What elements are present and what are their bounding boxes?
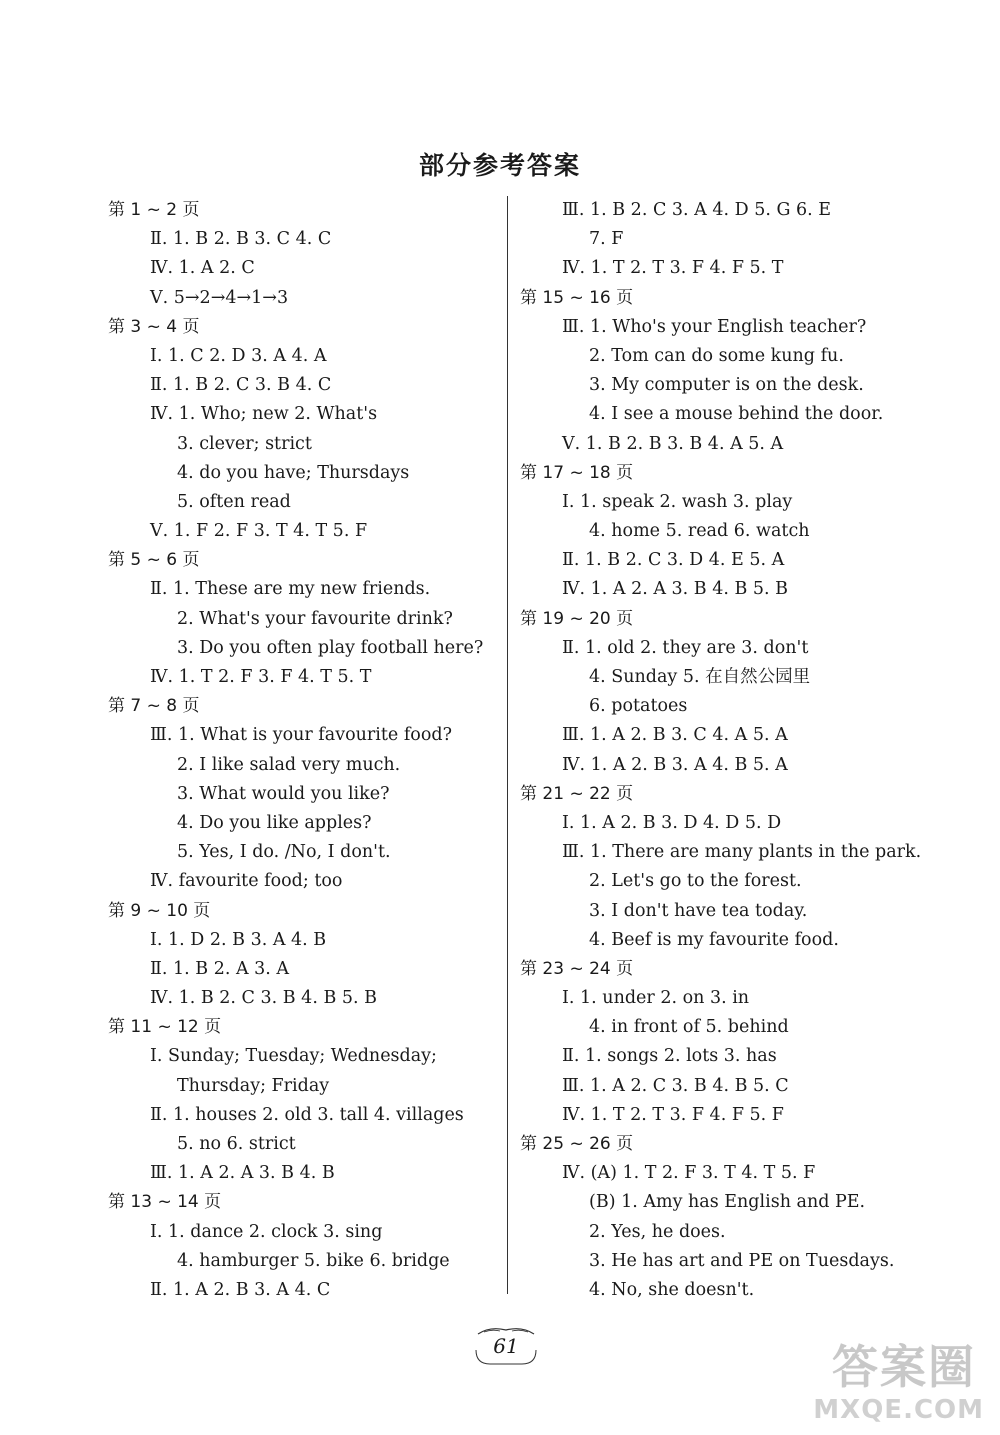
section-heading: 第 21 ~ 22 页	[520, 783, 634, 804]
answer-line: Ⅱ. 1. houses 2. old 3. tall 4. villages	[150, 1104, 464, 1125]
answer-line: 3. I don't have tea today.	[589, 900, 808, 921]
answer-line: 3. My computer is on the desk.	[589, 375, 864, 396]
answer-line: Ⅳ. 1. A 2. B 3. A 4. B 5. A	[562, 754, 788, 775]
answer-line: 2. Yes, he does.	[589, 1221, 726, 1242]
section-heading: 第 19 ~ 20 页	[520, 608, 634, 629]
answer-line: Ⅱ. 1. These are my new friends.	[150, 579, 431, 600]
answer-line: 3. He has art and PE on Tuesdays.	[589, 1250, 895, 1271]
section-heading: 第 23 ~ 24 页	[520, 958, 634, 979]
answer-line: Ⅴ. 1. F 2. F 3. T 4. T 5. F	[150, 521, 368, 542]
answer-line: Ⅱ. 1. old 2. they are 3. don't	[562, 637, 809, 658]
answer-line: 5. no 6. strict	[177, 1134, 296, 1154]
watermark-url: MXQE.COM	[813, 1395, 984, 1425]
answer-line: Ⅴ. 5→2→4→1→3	[150, 287, 289, 308]
answer-line: Ⅰ. 1. speak 2. wash 3. play	[562, 491, 793, 512]
answer-line: 4. Sunday 5. 在自然公园里	[589, 667, 811, 687]
watermark	[810, 1339, 990, 1429]
answer-line: Ⅰ. 1. C 2. D 3. A 4. A	[150, 345, 327, 366]
answer-line: Ⅲ. 1. What is your favourite food?	[150, 725, 452, 746]
answer-line: Ⅱ. 1. B 2. C 3. D 4. E 5. A	[562, 550, 785, 571]
answer-line: Ⅱ. 1. songs 2. lots 3. has	[562, 1046, 777, 1067]
answer-line: 3. What would you like?	[177, 783, 390, 804]
page-number: 61	[493, 1334, 519, 1358]
section-heading: 第 3 ~ 4 页	[108, 316, 200, 337]
answer-line: (B) 1. Amy has English and PE.	[589, 1192, 866, 1213]
page-number-ornament	[470, 1320, 542, 1366]
left-column	[108, 196, 508, 1305]
section-heading: 第 5 ~ 6 页	[108, 550, 200, 571]
answer-line: Ⅱ. 1. B 2. B 3. C 4. C	[150, 229, 332, 250]
answer-line: Ⅳ. favourite food; too	[150, 871, 343, 892]
answer-line: 5. often read	[177, 491, 291, 512]
answer-line: 3. Do you often play football here?	[177, 637, 484, 658]
answer-line: 4. home 5. read 6. watch	[589, 521, 810, 542]
answer-line: 3. clever; strict	[177, 433, 312, 454]
answer-line: Ⅲ. 1. Who's your English teacher?	[562, 316, 867, 337]
answer-line: 4. No, she doesn't.	[589, 1279, 755, 1300]
answer-line: 4. hamburger 5. bike 6. bridge	[177, 1250, 450, 1271]
watermark-logo: 答案圈	[832, 1340, 976, 1394]
answer-line: Ⅳ. 1. Who; new 2. What's	[150, 404, 378, 425]
section-heading: 第 11 ~ 12 页	[108, 1017, 222, 1038]
answer-line: Ⅳ. 1. B 2. C 3. B 4. B 5. B	[150, 988, 377, 1009]
answer-line: Ⅳ. 1. T 2. T 3. F 4. F 5. T	[562, 258, 784, 279]
answer-line: Ⅴ. 1. B 2. B 3. B 4. A 5. A	[562, 433, 784, 454]
answer-line: Ⅲ. 1. There are many plants in the park.	[562, 842, 922, 863]
answer-line: Ⅱ. 1. A 2. B 3. A 4. C	[150, 1279, 331, 1300]
column-divider	[507, 196, 508, 1294]
section-heading: 第 17 ~ 18 页	[520, 462, 634, 483]
answer-line: Ⅲ. 1. A 2. A 3. B 4. B	[150, 1163, 335, 1184]
answer-line: Ⅰ. 1. A 2. B 3. D 4. D 5. D	[562, 812, 782, 833]
section-heading: 第 1 ~ 2 页	[108, 200, 200, 220]
answer-line: 5. Yes, I do. /No, I don't.	[177, 842, 391, 863]
right-column	[520, 196, 920, 1305]
answer-line: 7. F	[589, 229, 624, 250]
answer-line: Thursday; Friday	[177, 1075, 330, 1096]
answer-line: Ⅰ. 1. D 2. B 3. A 4. B	[150, 929, 327, 950]
answer-line: 4. do you have; Thursdays	[177, 462, 410, 483]
answer-line: Ⅳ. 1. A 2. C	[150, 258, 255, 279]
section-heading: 第 7 ~ 8 页	[108, 696, 200, 717]
answer-line: 2. Tom can do some kung fu.	[589, 345, 844, 366]
answer-line: Ⅲ. 1. A 2. C 3. B 4. B 5. C	[562, 1075, 789, 1096]
answer-line: Ⅰ. Sunday; Tuesday; Wednesday;	[150, 1046, 437, 1067]
answer-line: 4. Do you like apples?	[177, 812, 372, 833]
answer-line: Ⅳ. (A) 1. T 2. F 3. T 4. T 5. F	[562, 1163, 816, 1184]
section-heading: 第 25 ~ 26 页	[520, 1134, 634, 1154]
answer-line: Ⅲ. 1. B 2. C 3. A 4. D 5. G 6. E	[562, 200, 832, 220]
answer-line: Ⅱ. 1. B 2. A 3. A	[150, 958, 290, 979]
answer-line: 4. Beef is my favourite food.	[589, 929, 839, 950]
answer-line: 2. I like salad very much.	[177, 754, 401, 775]
section-heading: 第 15 ~ 16 页	[520, 287, 634, 308]
answer-line: Ⅰ. 1. dance 2. clock 3. sing	[150, 1221, 383, 1242]
answer-line: Ⅳ. 1. A 2. A 3. B 4. B 5. B	[562, 579, 789, 600]
section-heading: 第 9 ~ 10 页	[108, 900, 211, 921]
answer-line: Ⅳ. 1. T 2. F 3. F 4. T 5. T	[150, 667, 372, 687]
answer-line: Ⅰ. 1. under 2. on 3. in	[562, 988, 750, 1009]
answer-line: Ⅲ. 1. A 2. B 3. C 4. A 5. A	[562, 725, 788, 746]
answer-line: 2. What's your favourite drink?	[177, 608, 453, 629]
answer-line: Ⅱ. 1. B 2. C 3. B 4. C	[150, 375, 332, 396]
answer-line: 2. Let's go to the forest.	[589, 871, 802, 892]
section-heading: 第 13 ~ 14 页	[108, 1192, 222, 1213]
answer-line: Ⅳ. 1. T 2. T 3. F 4. F 5. F	[562, 1104, 784, 1125]
page-title: 部分参考答案	[418, 151, 581, 180]
answer-line: 6. potatoes	[589, 696, 688, 717]
answer-line: 4. in front of 5. behind	[589, 1017, 789, 1038]
answer-line: 4. I see a mouse behind the door.	[589, 404, 884, 425]
